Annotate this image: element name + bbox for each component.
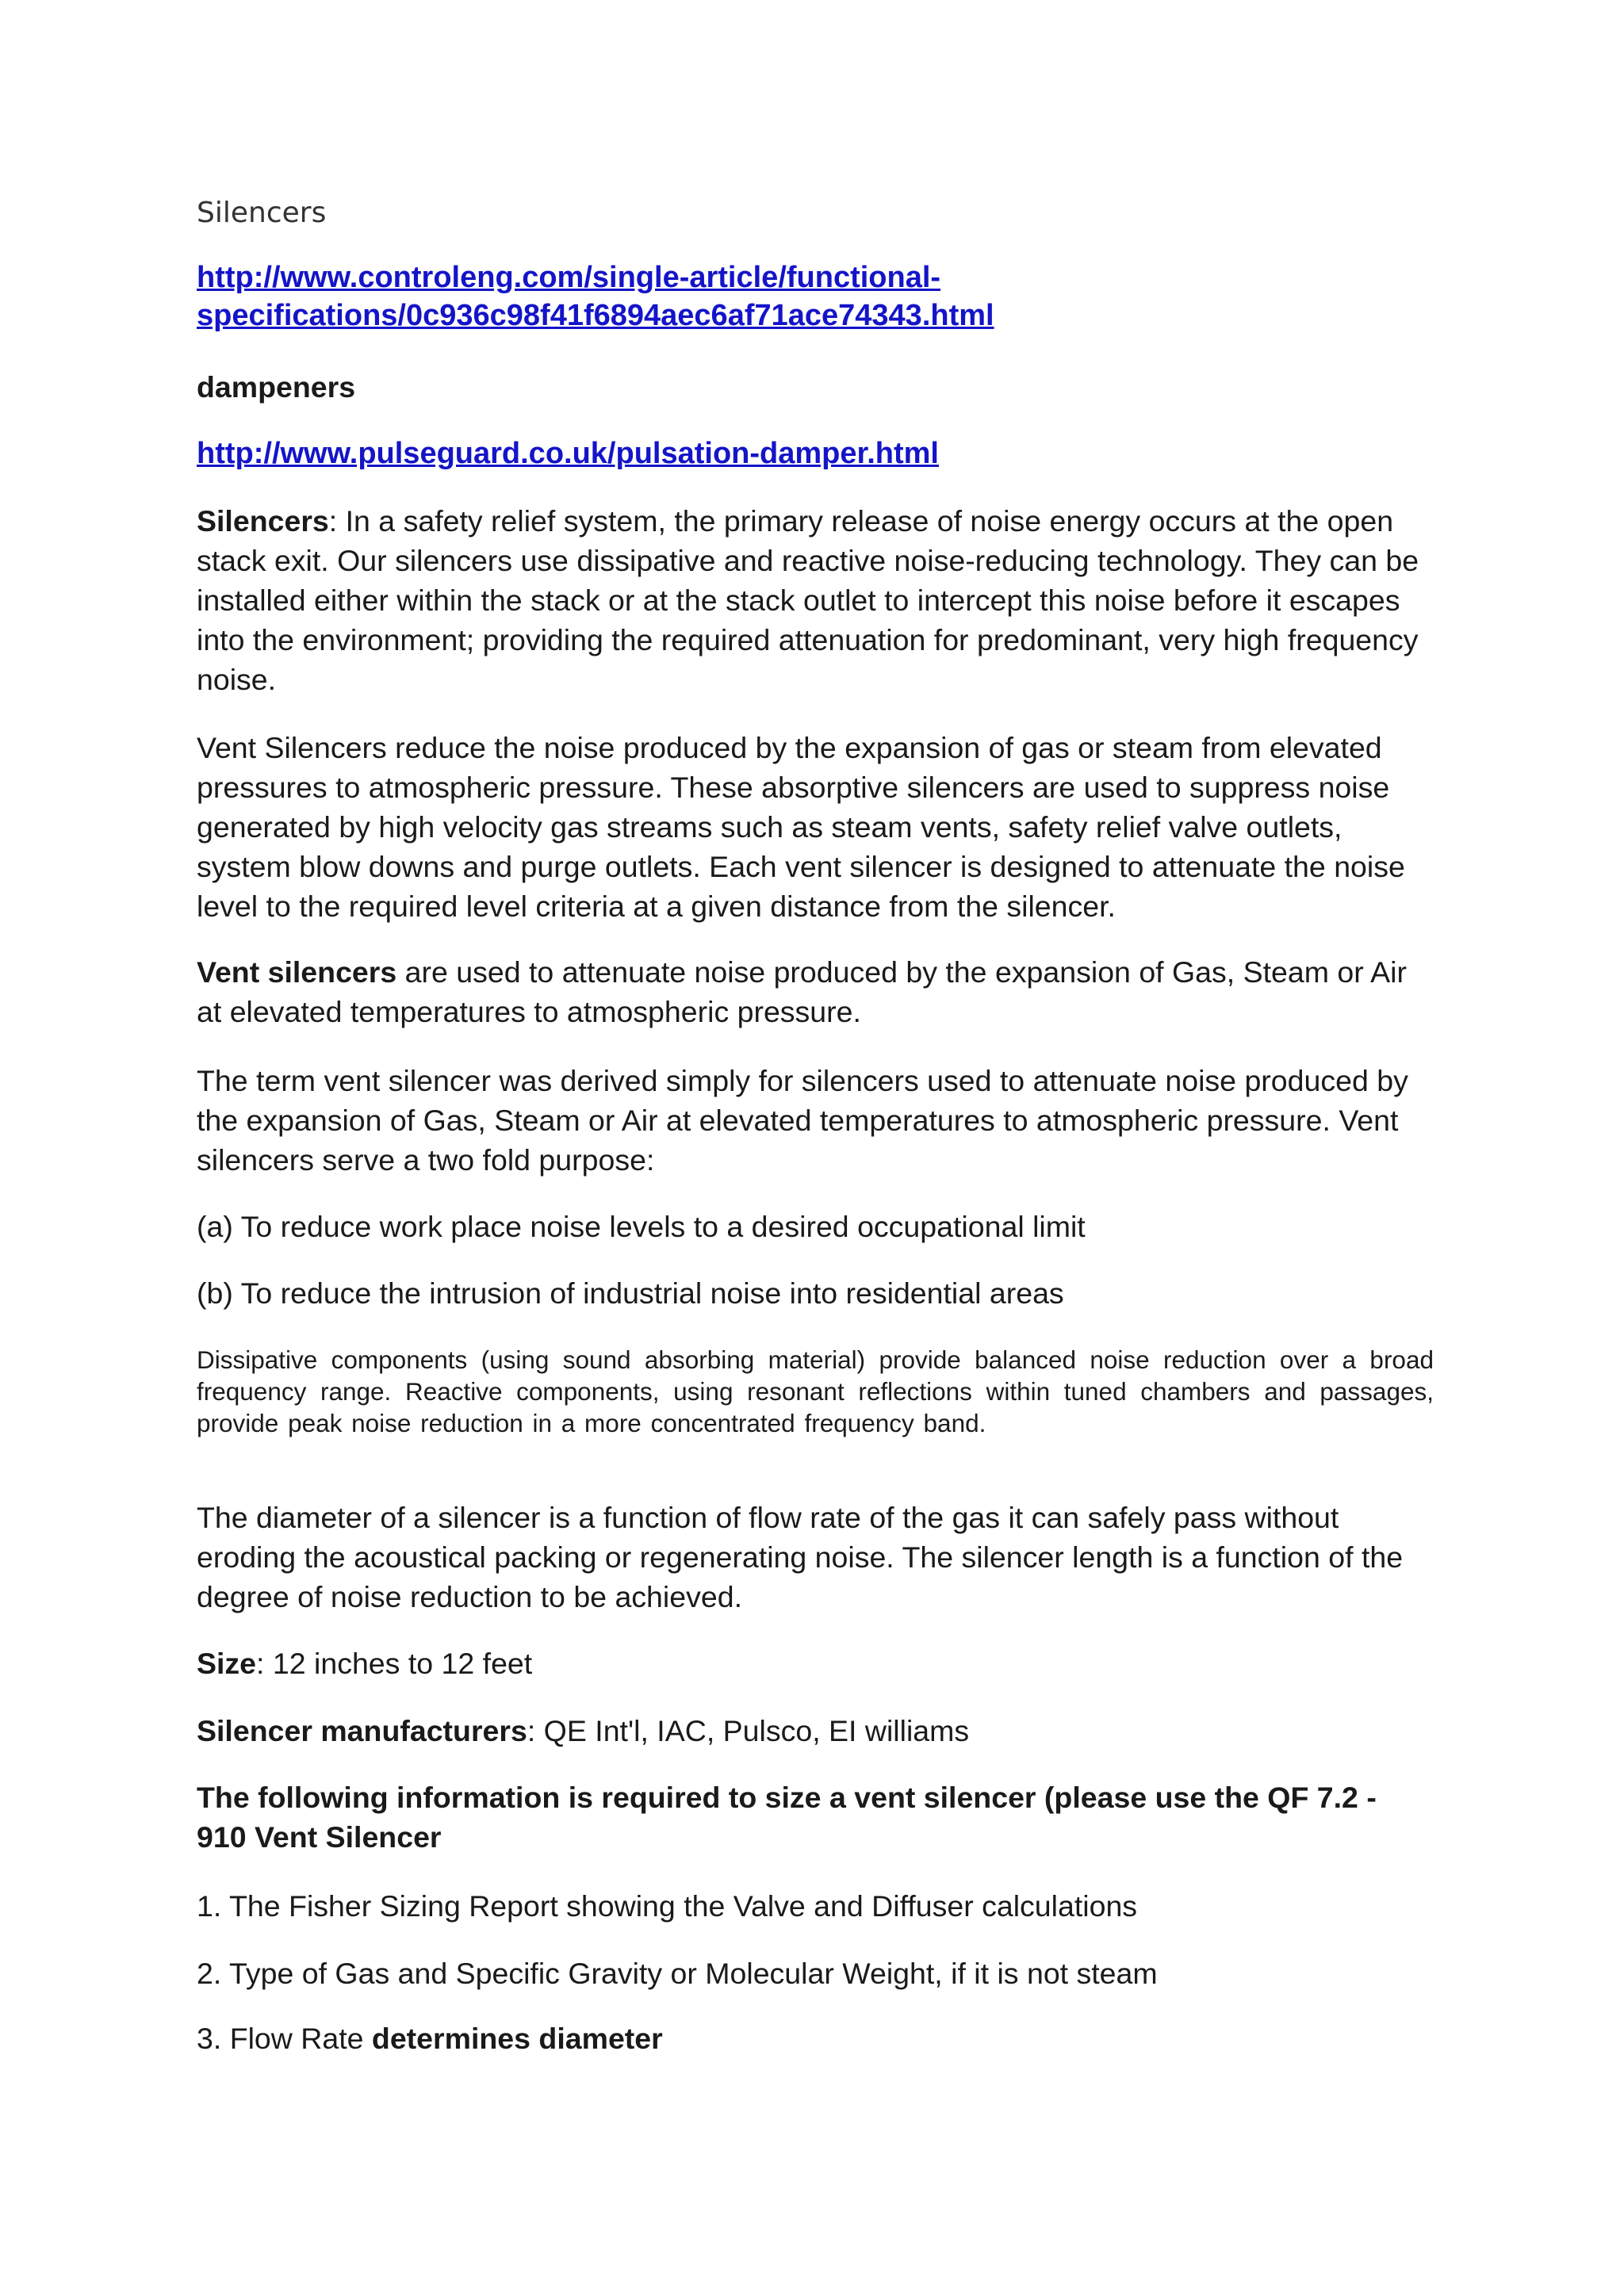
silencers-paragraph — [197, 501, 1434, 699]
page-title: Silencers — [197, 197, 327, 229]
controleng-link[interactable]: http://www.controleng.com/single-article/functional-specifications/0c936c98f41f6894aec6af71ace74343.html — [197, 261, 994, 332]
vent-silencers-paragraph: Vent Silencers reduce the noise produced by the expansion of gas or steam from elevated pressures to atmospheric pressure. These absorptive silencers are used to suppress noise generated by high velocity gas streams such as steam vents, safety relief valve outlets, system blow downs and purge outlets. Each vent silencer is designed to attenuate the noise level to the required level criteria at a given distance from the silencer. — [197, 731, 1405, 923]
diameter-paragraph: The diameter of a silencer is a function of flow rate of the gas it can safely pass without eroding the acoustical packing or regenerating noise. The silencer length is a function of the degree of noise reduction to be achieved. — [197, 1501, 1404, 1613]
silencers-text: : In a safety relief system, the primary release of noise energy occurs at the open stack exit. Our silencers use dissipative and reactive noise-reducing technology. They can be installed either within the stack or at the stack outlet to intercept this noise before it escapes into the environment; providing the required attenuation for predominant, very high frequency noise. — [197, 504, 1419, 696]
silencers-label: Silencers — [197, 504, 329, 538]
size-text: : 12 inches to 12 feet — [256, 1647, 533, 1680]
vent-silencers-definition — [197, 952, 1434, 1031]
pulseguard-link[interactable]: http://www.pulseguard.co.uk/pulsation-damper.html — [197, 437, 939, 470]
vent-silencers-text: are used to attenuate noise produced by the expansion of Gas, Steam or Air at elevated temperatures to atmospheric pressure. — [197, 955, 1407, 1028]
vent-silencers-label: Vent silencers — [197, 955, 397, 989]
required-item-3 — [197, 2019, 1434, 2058]
required-item-1: 1. The Fisher Sizing Report showing the Valve and Diffuser calculations — [197, 1889, 1138, 1923]
manufacturers-line — [197, 1711, 1434, 1751]
manufacturers-text: : QE Int'l, IAC, Pulsco, EI williams — [527, 1714, 970, 1747]
purpose-item-a: (a) To reduce work place noise levels to a desired occupational limit — [197, 1210, 1086, 1243]
required-item-2: 2. Type of Gas and Specific Gravity or Molecular Weight, if it is not steam — [197, 1957, 1158, 1990]
term-paragraph: The term vent silencer was derived simply for silencers used to attenuate noise produced by the expansion of Gas, Steam or Air at elevated temperatures to atmospheric pressure. Vent silencers serve a two fold purpose: — [197, 1064, 1408, 1177]
size-label: Size — [197, 1647, 257, 1680]
purpose-item-b: (b) To reduce the intrusion of industrial noise into residential areas — [197, 1276, 1064, 1310]
components-paragraph: Dissipative components (using sound absorbing material) provide balanced noise reduction over a broad frequency range. Reactive components, using resonant reflections within tuned chambers and passages, provide peak noise reduction in a more concentrated frequency band. — [197, 1345, 1434, 1437]
manufacturers-label: Silencer manufacturers — [197, 1714, 527, 1747]
dampeners-heading: dampeners — [197, 370, 356, 404]
size-line — [197, 1644, 1434, 1683]
required-item-3-text: 3. Flow Rate — [197, 2022, 372, 2055]
required-info-heading: The following information is required to size a vent silencer (please use the QF 7.2 - 910 Vent Silencer — [197, 1781, 1377, 1854]
required-item-3-bold: determines diameter — [371, 2022, 663, 2055]
